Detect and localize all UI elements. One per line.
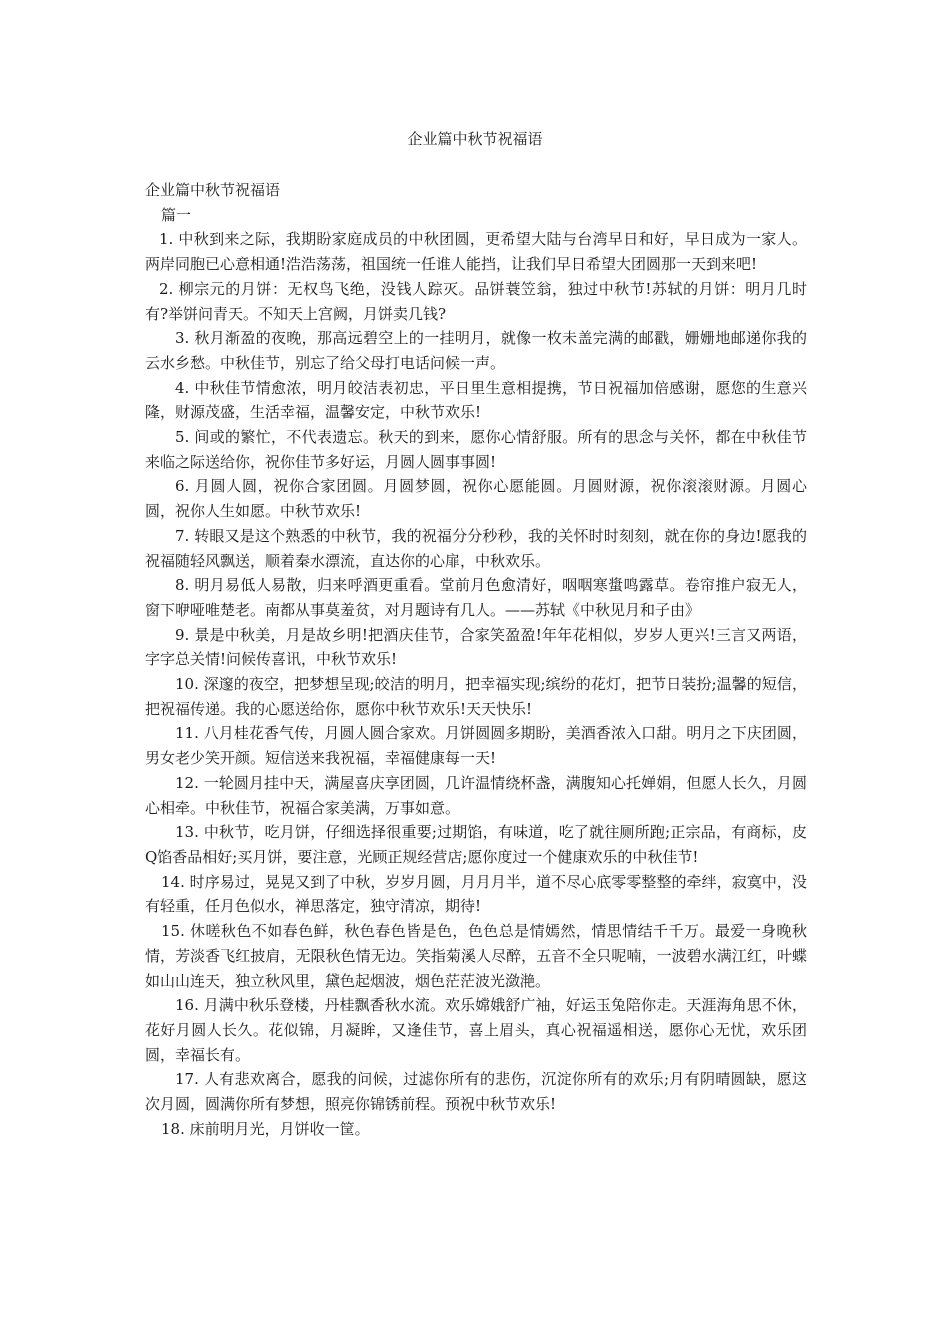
blessing-paragraph-10: 10. 深邃的夜空，把梦想呈现;皎洁的明月，把幸福实现;缤纷的花灯，把节日装扮;温馨的短信，把祝福传递。我的心愿送给你，愿你中秋节欢乐!天天快乐!: [145, 675, 807, 718]
blessing-paragraph-9: 9. 景是中秋美，月是故乡明!把酒庆佳节，合家笑盈盈!年年花相似，岁岁人更兴!三言又两语，字字总关情!问候传喜讯，中秋节欢乐!: [145, 625, 807, 669]
blessing-paragraph-7: 7. 转眼又是这个熟悉的中秋节，我的祝福分分秒秒，我的关怀时时刻刻，就在你的身边!愿我的祝福随轻风飘送，顺着秦水漂流，直达你的心扉，中秋欢乐。: [145, 526, 807, 570]
blessing-paragraph-5: 5. 间或的繁忙，不代表遗忘。秋天的到来，愿你心情舒服。所有的思念与关怀，都在中秋佳节来临之际送给你，祝你佳节多好运，月圆人圆事事圆!: [145, 428, 807, 471]
blessing-paragraph-3: 3. 秋月渐盈的夜晚，那高远碧空上的一挂明月，就像一枚未盖完满的邮戳，姗姗地邮递你我的云水乡愁。中秋佳节，别忘了给父母打电话问候一声。: [145, 329, 807, 372]
blessing-paragraph-6: 6. 月圆人圆，祝你合家团圆。月圆梦圆，祝你心愿能圆。月圆财源，祝你滚滚财源。月圆心圆，祝你人生如愿。中秋节欢乐!: [145, 477, 807, 521]
blessing-paragraph-11: 11. 八月桂花香气传，月圆人圆合家欢。月饼圆圆多期盼，美酒香浓入口甜。明月之下庆团圆，男女老少笑开颜。短信送来我祝福，幸福健康每一天!: [145, 724, 807, 768]
blessing-paragraph-17: 17. 人有悲欢离合，愿我的问候，过滤你所有的悲伤，沉淀你所有的欢乐;月有阴晴圆缺，愿这次月圆，圆满你所有梦想，照亮你锦锈前程。预祝中秋节欢乐!: [145, 1070, 807, 1114]
blessing-paragraph-15: 15. 休嗟秋色不如春色鲜，秋色春色皆是色，色色总是情嫣然，情思情结千千万。最爱一身晚秋情，芳淡香飞红披肩，无限秋色情无边。笑指菊溪人尽醉，五音不全只呢喃，一波碧水满江红，叶蝶如山山连天，独立秋风里，黛色起烟波，烟色茫茫波光潋滟。: [145, 922, 807, 990]
blessing-paragraph-12: 12. 一轮圆月挂中天，满屋喜庆享团圆，几许温情绕杯盏，满腹知心托婵娟，但愿人长久，月圆心相牵。中秋佳节，祝福合家美满，万事如意。: [145, 773, 807, 817]
section-heading: 篇一: [161, 205, 192, 224]
blessing-paragraph-18: 18. 床前明月光，月饼收一筐。: [161, 1119, 370, 1138]
blessing-paragraph-8: 8. 明月易低人易散，归来呼酒更重看。堂前月色愈清好，咽咽寒螀鸣露草。卷帘推户寂无人，窗下咿哑唯楚老。南都从事莫羞贫，对月题诗有几人。——苏轼《中秋见月和子由》: [145, 576, 807, 619]
document-body: [145, 178, 807, 1141]
blessing-paragraph-4: 4. 中秋佳节情愈浓，明月皎洁表初忠，平日里生意相提携，节日祝福加倍感谢，愿您的生意兴隆，财源茂盛，生活幸福，温馨安定，中秋节欢乐!: [145, 378, 807, 422]
blessing-paragraph-1: 1. 中秋到来之际，我期盼家庭成员的中秋团圆，更希望大陆与台湾早日和好，早日成为一家人。两岸同胞已心意相通!浩浩荡荡，祖国统一任谁人能挡，让我们早日希望大团圆那一天到来吧!: [145, 230, 807, 274]
blessing-paragraph-13: 13. 中秋节，吃月饼，仔细选择很重要;过期馅，有味道，吃了就往厕所跑;正宗品，有商标，皮Q馅香品相好;买月饼，要注意，光顾正规经营店;愿你度过一个健康欢乐的中秋佳节!: [145, 823, 807, 866]
paragraph-list: [145, 227, 807, 1141]
blessing-paragraph-14: 14. 时序易过，晃晃又到了中秋，岁岁月圆，月月月半，道不尽心底零零整整的牵绊，寂寞中，没有轻重，任月色似水，禅思落定，独守清凉，期待!: [145, 872, 807, 916]
blessing-paragraph-16: 16. 月满中秋乐登楼，丹桂飘香秋水流。欢乐嫦娥舒广袖，好运玉兔陪你走。天涯海角思不休，花好月圆人长久。花似锦，月凝眸，又逢佳节，喜上眉头，真心祝福遥相送，愿你心无忧，欢乐团圆，幸福长有。: [145, 996, 807, 1064]
document-subtitle: 企业篇中秋节祝福语: [145, 181, 281, 199]
page-title: 企业篇中秋节祝福语: [407, 130, 543, 148]
blessing-paragraph-2: 2. 柳宗元的月饼：无权鸟飞绝，没钱人踪灭。品饼蓑笠翁，独过中秋节!苏轼的月饼：明月几时有?举饼问青天。不知天上宫阙，月饼卖几钱?: [145, 279, 807, 323]
